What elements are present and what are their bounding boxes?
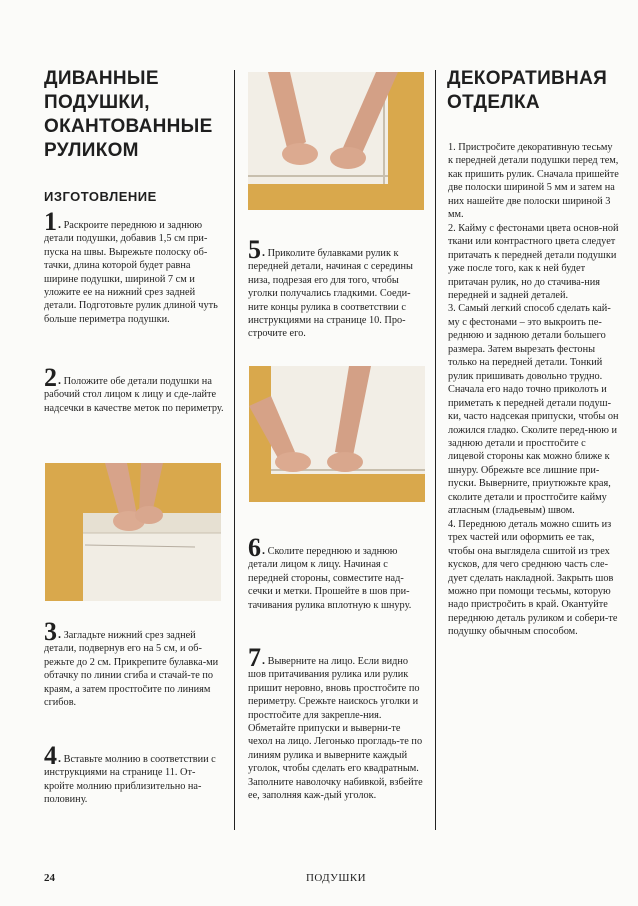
step-number: 2 bbox=[44, 363, 57, 392]
step-7: 7. Выверните на лицо. Если видно шов притачивания рулика или рулик пришит неровно, вновь простročите по периметру. Срежьте наискось уголки и простročите для закрепле-ния. Обметайте припуски и выверни-те чехол на лицо. Легонько прогладь-те по линиям рулика и выверните каждый уголок, чтобы сделать его квадратным. Заполните наволочку набивкой, взбейте ее, заполняя каж-дый уголок. bbox=[248, 643, 423, 802]
decorative-body bbox=[448, 141, 620, 639]
decorative-title: ДЕКОРАТИВНАЯ ОТДЕЛКА bbox=[447, 68, 608, 113]
step-3: 3. Загладьте нижний срез задней детали, подвернув его на 5 см, и об-режьте до 2 см. Прикрепите булавка-ми обтачку по линии сгиба и стачай-те по краям, а затем простročите по линиям сгибов. bbox=[44, 617, 219, 709]
section-subhead: ИЗГОТОВЛЕНИЕ bbox=[44, 189, 157, 204]
step-number: 5 bbox=[248, 235, 261, 264]
article-title: ДИВАННЫЕ ПОДУШКИ, ОКАНТОВАННЫЕ РУЛИКОМ bbox=[44, 68, 213, 161]
step-4: 4. Вставьте молнию в соответствии с инструкциями на странице 11. От-кройте молнию приблизительно на-половину. bbox=[44, 741, 216, 806]
step-number: 1 bbox=[44, 207, 57, 236]
step-number: 3 bbox=[44, 617, 57, 646]
step-text: Сколите переднюю и заднюю детали лицом к лицу. Начиная с передней стороны, совместите над-сечки и метки. Прошейте в шов при-тачивания рулика вплотную к шнуру. bbox=[248, 546, 412, 611]
step-number: 4 bbox=[44, 741, 57, 770]
step-text: Вставьте молнию в соответствии с инструкциями на странице 11. От-кройте молнию приблизительно на-половину. bbox=[44, 754, 216, 806]
decorative-paragraph: 3. Самый легкий способ сделать кай-му с фестонами – это выкроить пе-реднюю и заднюю детали большего размера. Затем вырезать фестоны только на передней детали. Тонкий рулик пришивать довольно трудно. Сначала его надо точно приколоть и приметать к передней детали подуш-ки, часто надсекая припуски, чтобы он ложился гладко. Сколите перед-нюю и заднюю детали и простročите с лицевой стороны как можно ближе к шнуру. Обрежьте все лишние при-пуски. Выверните, приутюжьте края, сколите детали и простročите кайму атласным (гладьевым) швом. bbox=[448, 303, 619, 517]
column-divider-left bbox=[234, 70, 235, 830]
page-number: 24 bbox=[44, 872, 55, 884]
step-5: 5. Приколите булавками рулик к передней детали, начиная с середины низа, подрезая его для того, чтобы уголки получались гладкими. Соеди-ните концы рулика в соответствии с инструкциями на странице 10. Про-строчите его. bbox=[248, 235, 413, 340]
step-2: 2. Положите обе детали подушки на рабочий стол лицом к лицу и сде-лайте надсечки в качестве меток по периметру. bbox=[44, 363, 224, 414]
decorative-paragraph: 2. Кайму с фестонами цвета основ-ной ткани или контрастного цвета следует притачать к передней детали подушки уже после того, как к ней будет притачан рулик, но до стачива-ния передней и задней деталей. bbox=[448, 222, 619, 301]
step-text: Приколите булавками рулик к передней детали, начиная с середины низа, подрезая его для того, чтобы уголки получались гладкими. Соеди-ните концы рулика в соответствии с инструкциями на странице 10. Про-строчите его. bbox=[248, 248, 413, 340]
step-text: Раскроите переднюю и заднюю детали подушки, добавив 1,5 см при-пуска на швы. Вырежьте полоску об-тачки, длина которой будет равна ширине подушки, шириной 7 см и уложите ее на нижний срез задней детали. Подготовьте рулик длиной чуть больше периметра подушки. bbox=[44, 220, 218, 325]
step-number: 7 bbox=[248, 643, 261, 672]
step-6: 6. Сколите переднюю и заднюю детали лицом к лицу. Начиная с передней стороны, совместите над-сечки и метки. Прошейте в шов при-тачивания рулика вплотную к шнуру. bbox=[248, 533, 412, 611]
decorative-paragraph: 4. Переднюю деталь можно сшить из трех частей или оформить ее так, чтобы она выглядела сшитой из трех кусков, для чего среднюю часть сле-дует сделать накладной. Закрыть шов можно при помощи тесьмы, которую надо пристроčить в край. Окантуйте переднюю деталь руликом и собери-те подушку обычным способом. bbox=[448, 518, 618, 638]
step-text: Положите обе детали подушки на рабочий стол лицом к лицу и сде-лайте надсечки в качестве меток по периметру. bbox=[44, 376, 224, 414]
section-name: ПОДУШКИ bbox=[306, 872, 366, 884]
step-text: Загладьте нижний срез задней детали, подвернув его на 5 см, и об-режьте до 2 см. Прикрепите булавка-ми обтачку по линии сгиба и стачай-те по краям, а затем простročите по линиям сгибов. bbox=[44, 630, 219, 709]
photo-pinning-cord bbox=[248, 72, 424, 210]
step-number: 6 bbox=[248, 533, 261, 562]
column-divider-right bbox=[435, 70, 436, 830]
step-1: 1. Раскроите переднюю и заднюю детали подушки, добавив 1,5 см при-пуска на швы. Вырежьте полоску об-тачки, длина которой будет равна ширине подушки, шириной 7 см и уложите ее на нижний срез задней детали. Подготовьте рулик длиной чуть больше периметра подушки. bbox=[44, 207, 218, 325]
photo-joining-pieces bbox=[249, 366, 425, 502]
photo-folding-facing bbox=[45, 463, 221, 601]
step-text: Выверните на лицо. Если видно шов притачивания рулика или рулик пришит неровно, вновь простročите по периметру. Срежьте наискось уголки и простročите для закрепле-ния. Обметайте припуски и выверни-те чехол на лицо. Легонько прогладь-те по линиям рулика и выверните каждый уголок, чтобы сделать его квадратным. Заполните наволочку набивкой, взбейте ее, заполняя каж-дый уголок. bbox=[248, 656, 423, 802]
decorative-paragraph: 1. Пристроčите декоративную тесьму к передней детали подушки перед тем, как пришить рулик. Сначала пришейте две полоски шириной 5 мм и затем на них нашейте две полоски шириной 3 мм. bbox=[448, 142, 619, 221]
